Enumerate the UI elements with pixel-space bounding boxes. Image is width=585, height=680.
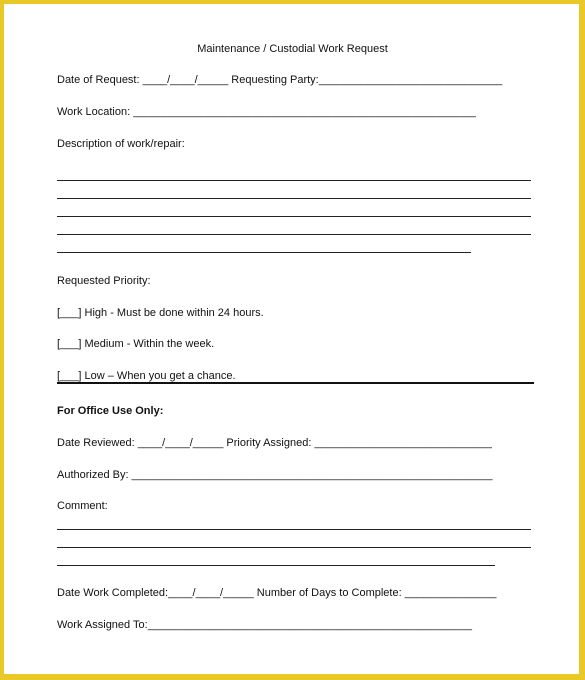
priority-high-option[interactable]: [___] High - Must be done within 24 hours. — [57, 307, 264, 319]
date-completed-field[interactable]: Date Work Completed:____/____/_____ Number of Days to Complete: _______________ — [57, 587, 497, 599]
comment-line[interactable] — [57, 529, 531, 530]
priority-low-option[interactable]: [___] Low – When you get a chance. — [57, 370, 236, 382]
description-line[interactable] — [57, 216, 531, 217]
work-assigned-field[interactable]: Work Assigned To:_____________________________________________________ — [57, 619, 472, 631]
section-divider — [57, 382, 534, 384]
description-line[interactable] — [57, 252, 471, 253]
date-reviewed-field[interactable]: Date Reviewed: ____/____/_____ Priority Assigned: _____________________________ — [57, 437, 492, 449]
comment-label: Comment: — [57, 500, 108, 512]
comment-line[interactable] — [57, 565, 495, 566]
comment-line[interactable] — [57, 547, 531, 548]
authorized-by-field[interactable]: Authorized By: ___________________________________________________________ — [57, 469, 493, 481]
description-line[interactable] — [57, 234, 531, 235]
office-use-heading: For Office Use Only: — [57, 405, 164, 417]
document-title: Maintenance / Custodial Work Request — [197, 43, 388, 55]
description-line[interactable] — [57, 180, 531, 181]
priority-medium-option[interactable]: [___] Medium - Within the week. — [57, 338, 215, 350]
description-line[interactable] — [57, 198, 531, 199]
work-location-field[interactable]: Work Location: ________________________________________________________ — [57, 106, 476, 118]
priority-label: Requested Priority: — [57, 275, 151, 287]
date-of-request-field[interactable]: Date of Request: ____/____/_____ Requesting Party:______________________________ — [57, 74, 503, 86]
description-label: Description of work/repair: — [57, 138, 185, 150]
